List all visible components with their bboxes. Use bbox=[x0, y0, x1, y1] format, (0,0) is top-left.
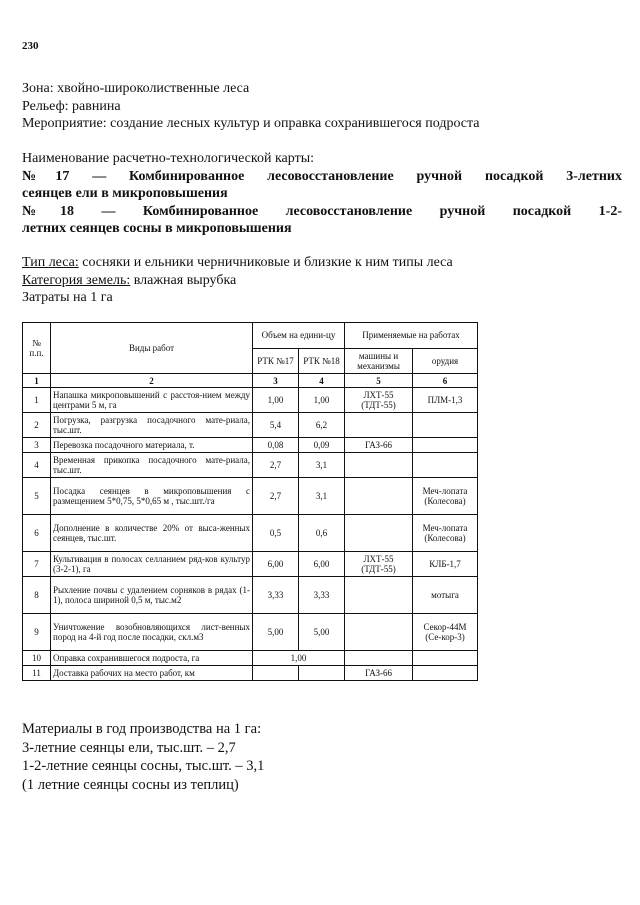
tools-cell: КЛБ-1,7 bbox=[413, 552, 478, 577]
costs-line: Затраты на 1 га bbox=[22, 290, 113, 305]
work-type-cell: Перевозка посадочного материала, т. bbox=[51, 438, 253, 453]
row-number: 4 bbox=[23, 453, 51, 478]
column-number: 4 bbox=[299, 374, 345, 388]
tools-cell: Секор-44М (Се-кор-3) bbox=[413, 614, 478, 651]
site-info bbox=[22, 80, 622, 133]
materials-note: (1 летние сеянцы сосны из теплиц) bbox=[22, 776, 239, 793]
row-number: 2 bbox=[23, 413, 51, 438]
row-number: 5 bbox=[23, 478, 51, 515]
volume-rtk18-cell: 3,33 bbox=[299, 577, 345, 614]
tools-cell bbox=[413, 438, 478, 453]
machines-cell: ЛХТ-55 (ТДТ-55) bbox=[345, 552, 413, 577]
volume-rtk17-cell: 0,5 bbox=[253, 515, 299, 552]
work-type-cell: Временная прикопка посадочного мате-риала, тыс.шт. bbox=[51, 453, 253, 478]
table-row bbox=[23, 453, 478, 478]
volume-rtk18-cell: 3,1 bbox=[299, 453, 345, 478]
machines-cell bbox=[345, 515, 413, 552]
forest-type-label: Тип леса: bbox=[22, 255, 79, 270]
volume-rtk17-cell: 2,7 bbox=[253, 453, 299, 478]
volume-rtk18-cell: 0,6 bbox=[299, 515, 345, 552]
row-number: 10 bbox=[23, 651, 51, 666]
table-row bbox=[23, 438, 478, 453]
tools-cell bbox=[413, 413, 478, 438]
costs-table bbox=[22, 322, 478, 681]
volume-rtk18-cell: 3,1 bbox=[299, 478, 345, 515]
work-type-cell: Погрузка, разгрузка посадочного мате-риала, тыс.шт. bbox=[51, 413, 253, 438]
volume-rtk17-cell: 3,33 bbox=[253, 577, 299, 614]
table-row bbox=[23, 388, 478, 413]
volume-rtk18-cell: 6,2 bbox=[299, 413, 345, 438]
col-header-works: Виды работ bbox=[51, 323, 253, 374]
card-18-line-2: летних сеянцев сосны в микроповышения bbox=[22, 221, 292, 236]
column-number: 2 bbox=[51, 374, 253, 388]
volume-rtk18-cell: 5,00 bbox=[299, 614, 345, 651]
table-header-row-1 bbox=[23, 323, 478, 349]
col-header-tools: орудия bbox=[413, 348, 478, 374]
materials-title: Материалы в год производства на 1 га: bbox=[22, 721, 262, 737]
card-heading: Наименование расчетно-технологической карты: bbox=[22, 151, 315, 166]
volume-rtk18-cell: 1,00 bbox=[299, 388, 345, 413]
materials-pine: 1-2-летние сеянцы сосны, тыс.шт. – 3,1 bbox=[22, 758, 265, 774]
table-row bbox=[23, 515, 478, 552]
volume-rtk17-cell: 5,00 bbox=[253, 614, 299, 651]
column-number-row bbox=[23, 374, 478, 388]
column-number: 1 bbox=[23, 374, 51, 388]
card-17-line-2: сеянцев ели в микроповышения bbox=[22, 186, 228, 201]
table-row bbox=[23, 413, 478, 438]
col-header-rtk18: РТК №18 bbox=[299, 348, 345, 374]
row-number: 6 bbox=[23, 515, 51, 552]
work-type-cell: Напашка микроповышений с расстоя-нием между центрами 5 м, га bbox=[51, 388, 253, 413]
machines-cell: ЛХТ-55 (ТДТ-55) bbox=[345, 388, 413, 413]
row-number: 3 bbox=[23, 438, 51, 453]
zone-line: Зона: хвойно-широколиственные леса bbox=[22, 81, 250, 96]
tools-cell: ПЛМ-1,3 bbox=[413, 388, 478, 413]
relief-line: Рельеф: равнина bbox=[22, 98, 121, 114]
table-row bbox=[23, 577, 478, 614]
tools-cell: мотыга bbox=[413, 577, 478, 614]
row-number: 1 bbox=[23, 388, 51, 413]
machines-cell bbox=[345, 413, 413, 438]
forest-meta bbox=[22, 254, 622, 307]
column-number: 6 bbox=[413, 374, 478, 388]
volume-rtk17-cell: 6,00 bbox=[253, 552, 299, 577]
work-type-cell: Уничтожение возобновляющихся лист-венных пород на 4-й год после посадки, скл.м3 bbox=[51, 614, 253, 651]
table-row bbox=[23, 666, 478, 681]
col-header-machines: машины и механизмы bbox=[345, 348, 413, 374]
forest-type-value: сосняки и ельники черничниковые и близкие к ним типы леса bbox=[78, 255, 453, 270]
machines-cell bbox=[345, 453, 413, 478]
work-type-cell: Дополнение в количестве 20% от выса-женных сеянцев, тыс.шт. bbox=[51, 515, 253, 552]
materials-spruce: 3-летние сеянцы ели, тыс.шт. – 2,7 bbox=[22, 739, 236, 756]
machines-cell bbox=[345, 577, 413, 614]
volume-rtk18-cell: 0,09 bbox=[299, 438, 345, 453]
volume-rtk17-cell bbox=[253, 666, 299, 681]
table-row bbox=[23, 552, 478, 577]
col-header-rtk17: РТК №17 bbox=[253, 348, 299, 374]
land-category-line bbox=[22, 272, 622, 290]
work-type-cell: Культивация в полосах селланием ряд-ков культур (3-2-1), га bbox=[51, 552, 253, 577]
card-18-line-1: №18 — Комбинированное лесовосстановление ручной посадкой 1-2- bbox=[22, 203, 622, 219]
machines-cell bbox=[345, 478, 413, 515]
row-number: 7 bbox=[23, 552, 51, 577]
table-row bbox=[23, 478, 478, 515]
materials-block bbox=[22, 720, 622, 794]
column-number: 3 bbox=[253, 374, 299, 388]
volume-rtk18-cell bbox=[299, 666, 345, 681]
work-type-cell: Посадка сеянцев в микроповышения с размещением 5*0,75, 5*0,65 м , тыс.шт./га bbox=[51, 478, 253, 515]
work-type-cell: Оправка сохранившегося подроста, га bbox=[51, 651, 253, 666]
volume-rtk18-cell: 6,00 bbox=[299, 552, 345, 577]
land-category-label: Категория земель: bbox=[22, 272, 131, 288]
column-number: 5 bbox=[345, 374, 413, 388]
row-number: 8 bbox=[23, 577, 51, 614]
machines-cell bbox=[345, 614, 413, 651]
volume-rtk17-cell: 2,7 bbox=[253, 478, 299, 515]
col-header-volume: Объем на едини-цу bbox=[253, 323, 345, 349]
measure-line: Мероприятие: создание лесных культур и оправка сохранившегося подроста bbox=[22, 116, 480, 131]
machines-cell bbox=[345, 651, 413, 666]
tools-cell: Меч-лопата (Колесова) bbox=[413, 478, 478, 515]
tools-cell bbox=[413, 651, 478, 666]
land-category-value: влажная вырубка bbox=[130, 272, 237, 288]
volume-rtk17-cell: 0,08 bbox=[253, 438, 299, 453]
row-number: 11 bbox=[23, 666, 51, 681]
col-header-num: № п.п. bbox=[23, 323, 51, 374]
table-row bbox=[23, 614, 478, 651]
card-title-block bbox=[22, 150, 622, 238]
work-type-cell: Доставка рабочих на место работ, км bbox=[51, 666, 253, 681]
tools-cell bbox=[413, 453, 478, 478]
machines-cell: ГАЗ-66 bbox=[345, 666, 413, 681]
volume-rtk17-cell: 5,4 bbox=[253, 413, 299, 438]
page-number: 230 bbox=[22, 40, 39, 52]
table-row bbox=[23, 651, 478, 666]
forest-type-line bbox=[22, 254, 622, 272]
card-17-line-1: №17 — Комбинированное лесовосстановление ручной посадкой 3-летних bbox=[22, 168, 622, 184]
tools-cell bbox=[413, 666, 478, 681]
volume-rtk17-cell: 1,00 bbox=[253, 388, 299, 413]
row-number: 9 bbox=[23, 614, 51, 651]
volume-merged-cell: 1,00 bbox=[253, 651, 345, 666]
work-type-cell: Рыхление почвы с удалением сорняков в рядах (1-1), полоса шириной 0,5 м, тыс.м2 bbox=[51, 577, 253, 614]
tools-cell: Меч-лопата (Колесова) bbox=[413, 515, 478, 552]
col-header-applied: Применяемые на работах bbox=[345, 323, 478, 349]
machines-cell: ГАЗ-66 bbox=[345, 438, 413, 453]
